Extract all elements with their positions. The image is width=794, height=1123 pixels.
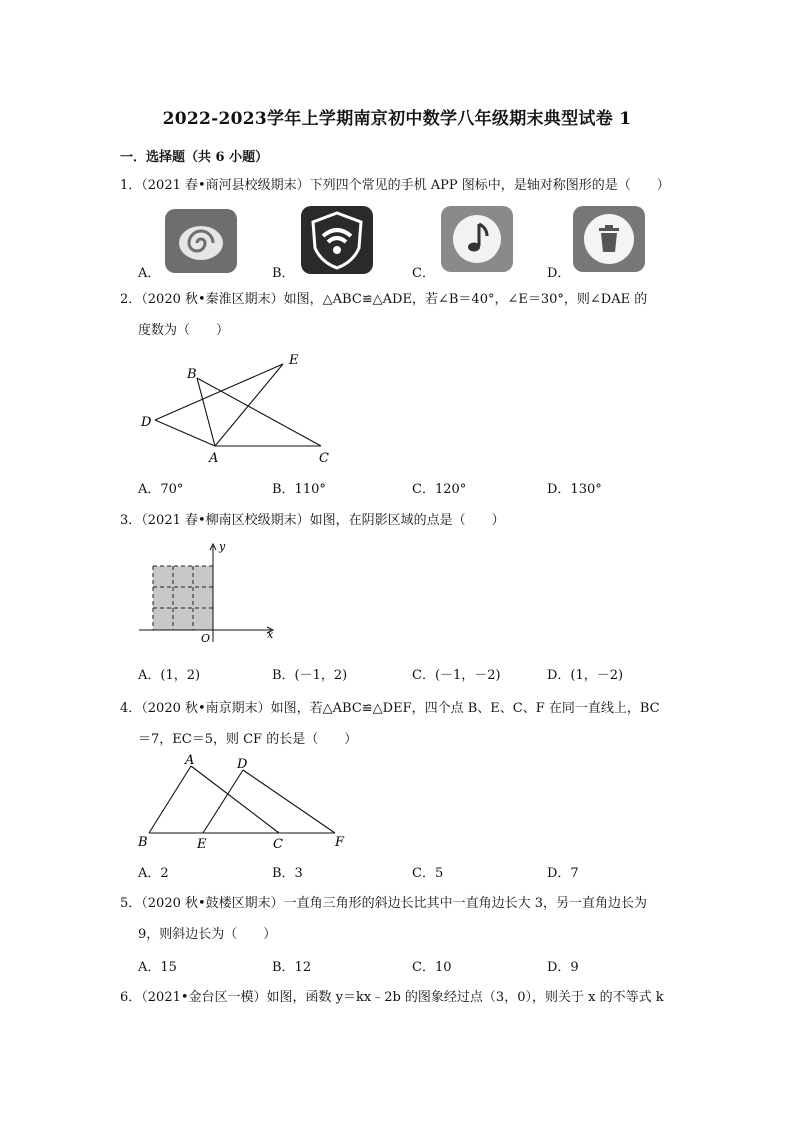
question-2-stem-line2: 度数为（ ） — [138, 323, 230, 338]
wifi-shield-icon — [301, 206, 373, 278]
question-1-stem: 1．（2021 春•商河县校级期末）下列四个常见的手机 APP 图标中，是轴对称图形的是（ ） — [120, 178, 670, 193]
figure-triangles-abc-def — [135, 750, 355, 852]
label-a: A — [209, 451, 219, 466]
q5-option-d: D．9 — [547, 960, 579, 975]
question-3-stem: 3．（2021 春•柳南区校级期末）如图，在阴影区域的点是（ ） — [120, 513, 505, 528]
q3-option-b: B．(－1，2) — [272, 668, 348, 683]
figure-triangles-abc-ade — [135, 348, 345, 468]
question-4 — [120, 693, 680, 755]
q1-option-a: A． — [138, 266, 161, 281]
q5-option-a: A．15 — [138, 960, 177, 975]
question-6 — [120, 982, 680, 1013]
question-2-stem-line1: 2．（2020 秋•秦淮区期末）如图，△ABC≌△ADE，若∠B＝40°，∠E＝30°，则∠DAE 的 — [120, 292, 648, 307]
question-2 — [120, 284, 680, 346]
q5-option-b: B．12 — [272, 960, 312, 975]
label-e: E — [289, 353, 299, 368]
q4-option-c: C．5 — [412, 866, 444, 881]
label-b: B — [187, 367, 197, 382]
q3-option-a: A．(1，2) — [138, 668, 201, 683]
question-4-stem-line2: ＝7，EC＝5，则 CF 的长是（ ） — [138, 732, 358, 747]
section-heading: 一．选择题（共 6 小题） — [120, 150, 269, 165]
q2-option-c: C．120° — [412, 482, 467, 497]
q2-option-b: B．110° — [272, 482, 326, 497]
q1-option-d: D． — [547, 266, 571, 281]
question-3 — [120, 505, 680, 536]
q4-option-a: A．2 — [138, 866, 169, 881]
question-6-stem-line1: 6．（2021•金台区一模）如图，函数 y＝kx﹣2b 的图象经过点（3，0），则关于 x 的不等式 k — [120, 990, 664, 1005]
question-5 — [120, 888, 680, 950]
label-f: F — [335, 835, 345, 850]
origin-label: O — [201, 632, 211, 645]
q4-option-d: D．7 — [547, 866, 579, 881]
axis-label-y: y — [219, 540, 226, 553]
question-1 — [120, 170, 680, 201]
q2-option-a: A．70° — [138, 482, 184, 497]
label-c: C — [319, 451, 329, 466]
q1-option-c: C． — [412, 266, 435, 281]
q3-option-c: C．(－1，－2) — [412, 668, 501, 683]
music-note-icon — [441, 206, 513, 276]
question-5-stem-line2: 9，则斜边长为（ ） — [138, 927, 277, 942]
snail-icon — [165, 209, 237, 277]
label-e: E — [197, 837, 207, 852]
q1-option-b: B． — [272, 266, 295, 281]
axis-label-x: x — [267, 628, 274, 641]
label-c: C — [273, 837, 283, 852]
q3-option-d: D．(1，－2) — [547, 668, 624, 683]
paper-title: 2022-2023学年上学期南京初中数学八年级期末典型试卷 1 — [162, 109, 632, 129]
q2-option-d: D．130° — [547, 482, 602, 497]
question-4-stem-line1: 4．（2020 秋•南京期末）如图，若△ABC≌△DEF，四个点 B、E、C、F 在同一直线上，BC — [120, 701, 660, 716]
q4-option-b: B．3 — [272, 866, 303, 881]
question-5-stem-line1: 5．（2020 秋•鼓楼区期末）一直角三角形的斜边长比其中一直角边长大 3，另一直角边长为 — [120, 896, 648, 911]
q5-option-c: C．10 — [412, 960, 452, 975]
label-d: D — [141, 415, 152, 430]
trash-can-icon — [573, 206, 645, 276]
label-a: A — [185, 753, 195, 768]
label-b: B — [138, 835, 148, 850]
figure-coordinate-grid — [135, 538, 285, 646]
label-d: D — [237, 757, 248, 772]
